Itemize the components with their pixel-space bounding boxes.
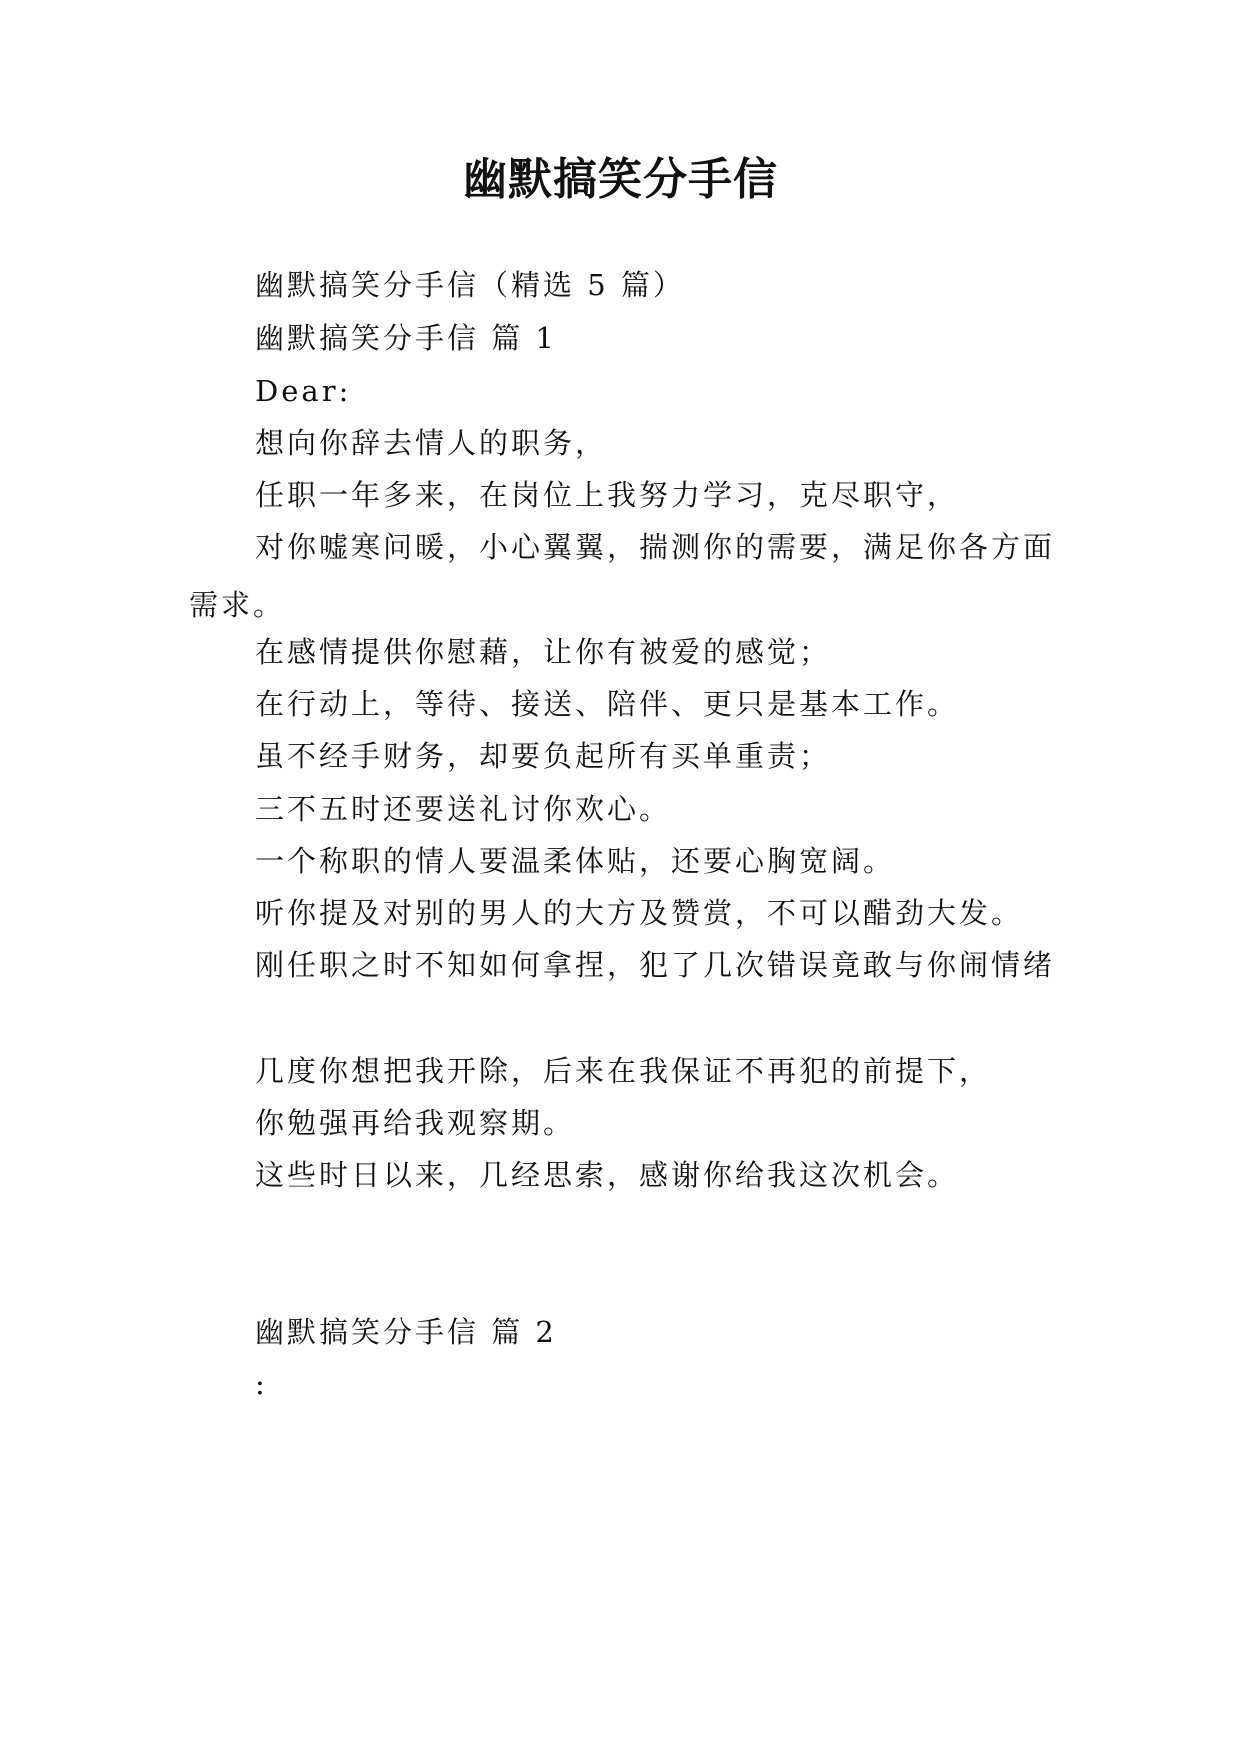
document-title: 幽默搞笑分手信 — [463, 154, 778, 205]
paragraph: 一个称职的情人要温柔体贴，还要心胸宽阔。 — [255, 844, 896, 878]
paragraph: 对你嘘寒问暖，小心翼翼，揣测你的需要，满足你各方面需求。 — [189, 530, 1056, 622]
paragraph-section-heading-1: 幽默搞笑分手信 篇 1 — [255, 321, 557, 355]
paragraph-subtitle: 幽默搞笑分手信（精选 5 篇） — [255, 268, 685, 302]
paragraph: 任职一年多来，在岗位上我努力学习，克尽职守， — [255, 478, 960, 512]
paragraph-salutation: Dear: — [255, 374, 352, 408]
paragraph: 刚任职之时不知如何拿捏，犯了几次错误竟敢与你闹情绪 — [255, 948, 1056, 982]
paragraph: 想向你辞去情人的职务， — [255, 426, 608, 460]
paragraph: 几度你想把我开除，后来在我保证不再犯的前提下， — [255, 1054, 992, 1088]
paragraph: 在感情提供你慰藉，让你有被爱的感觉； — [255, 635, 832, 669]
paragraph-section-heading-2: 幽默搞笑分手信 篇 2 — [255, 1315, 557, 1349]
paragraph: 这些时日以来，几经思索，感谢你给我这次机会。 — [255, 1158, 960, 1192]
paragraph: 你勉强再给我观察期。 — [255, 1106, 576, 1140]
paragraph: 在行动上，等待、接送、陪伴、更只是基本工作。 — [255, 687, 960, 721]
paragraph: 三不五时还要送礼讨你欢心。 — [255, 792, 672, 826]
paragraph: 听你提及对别的男人的大方及赞赏，不可以醋劲大发。 — [255, 896, 1024, 930]
paragraph: 虽不经手财务，却要负起所有买单重责； — [255, 739, 832, 773]
paragraph: : — [255, 1367, 268, 1401]
